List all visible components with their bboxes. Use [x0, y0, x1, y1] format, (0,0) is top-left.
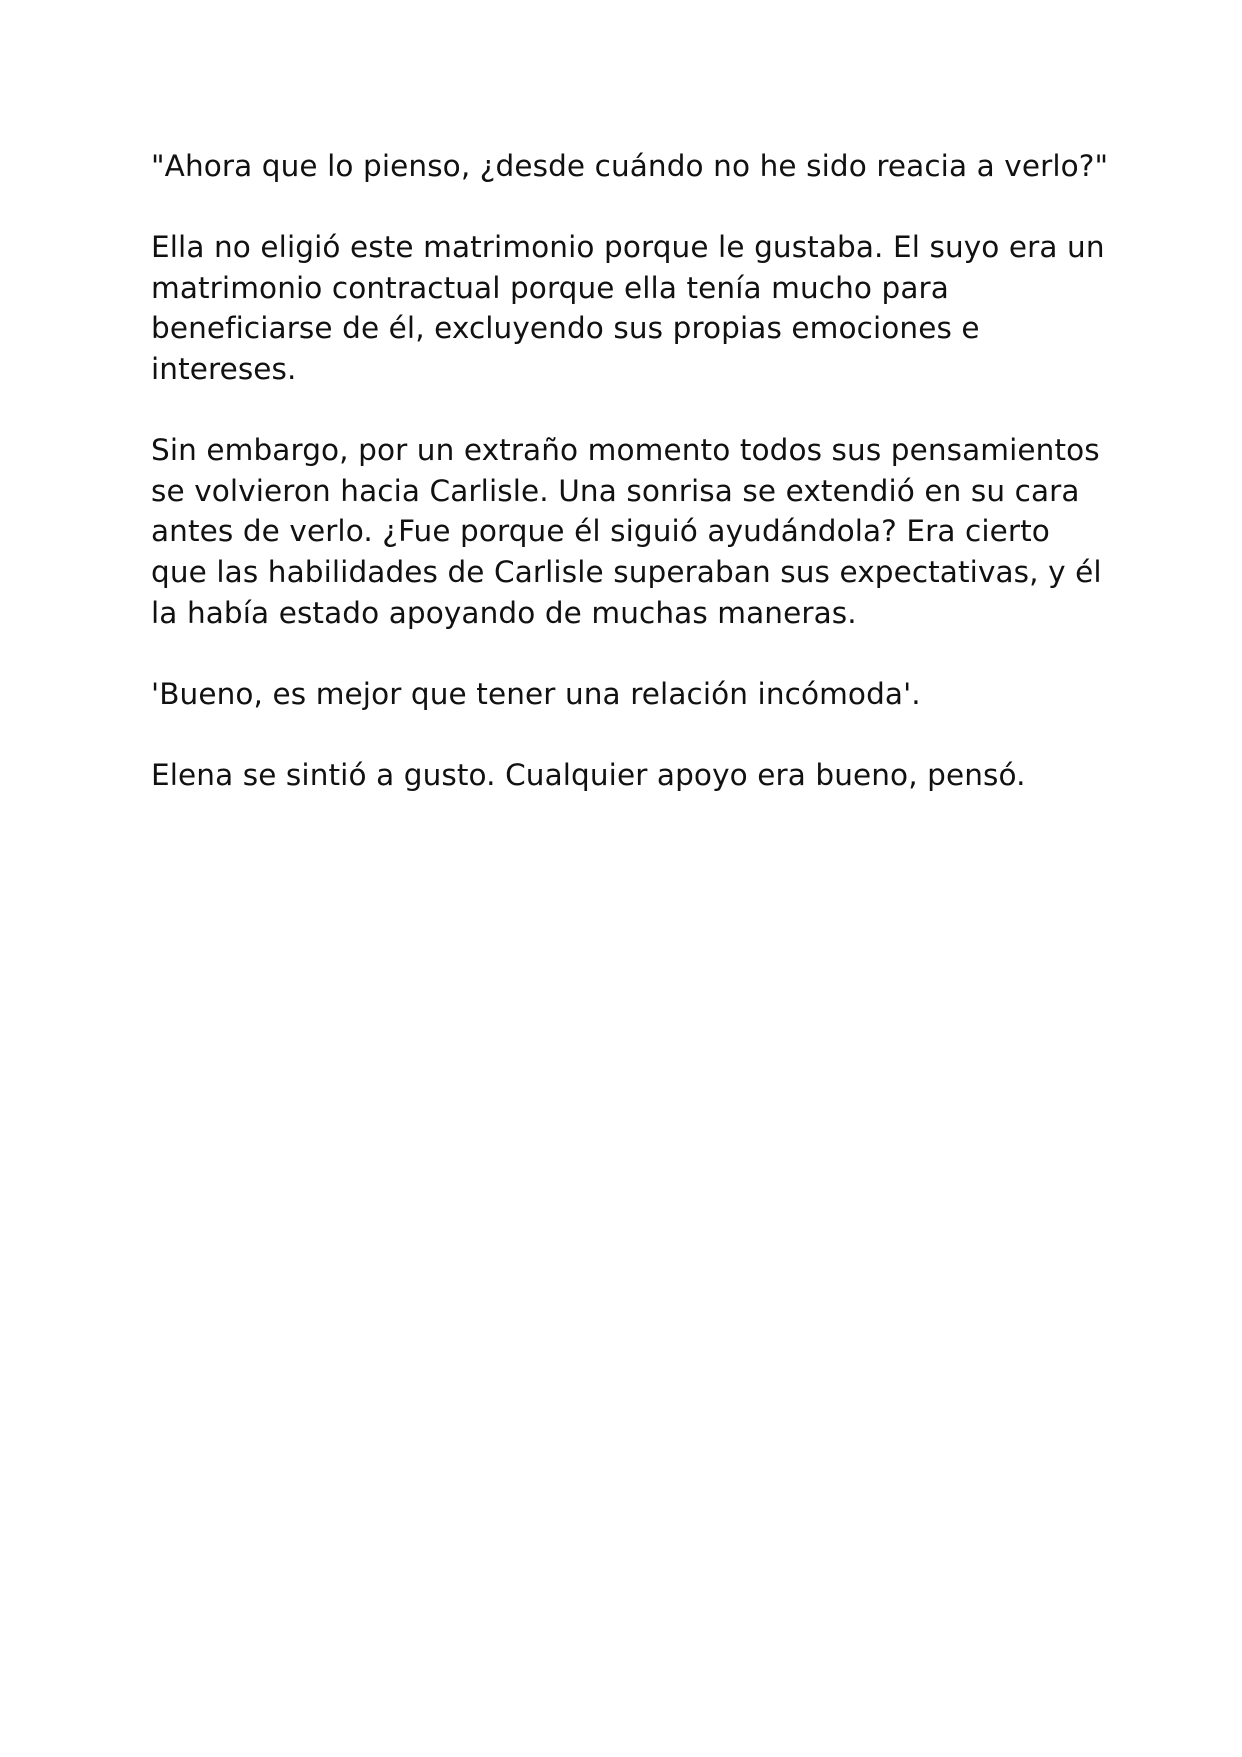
- paragraph-1: "Ahora que lo pienso, ¿desde cuándo no he sido reacia a verlo?": [151, 149, 1109, 183]
- paragraph-3: Sin embargo, por un extraño momento todos sus pensamientos se volvieron hacia Carlisle. Una sonrisa se extendió en su cara antes de verlo. ¿Fue porque él siguió ayudándola? Era cierto que las habilidades de Carlisle superaban sus expectativas, y él la había estado apoyando de muchas maneras.: [151, 433, 1102, 630]
- document-body: [151, 146, 1111, 836]
- paragraph-5: Elena se sintió a gusto. Cualquier apoyo era bueno, pensó.: [151, 757, 1026, 792]
- paragraph-2: Ella no eligió este matrimonio porque le gustaba. El suyo era un matrimonio contractual porque ella tenía mucho para beneficiarse de él, excluyendo sus propias emociones e intereses.: [151, 230, 1105, 386]
- paragraph-4: 'Bueno, es mejor que tener una relación incómoda'.: [151, 676, 921, 711]
